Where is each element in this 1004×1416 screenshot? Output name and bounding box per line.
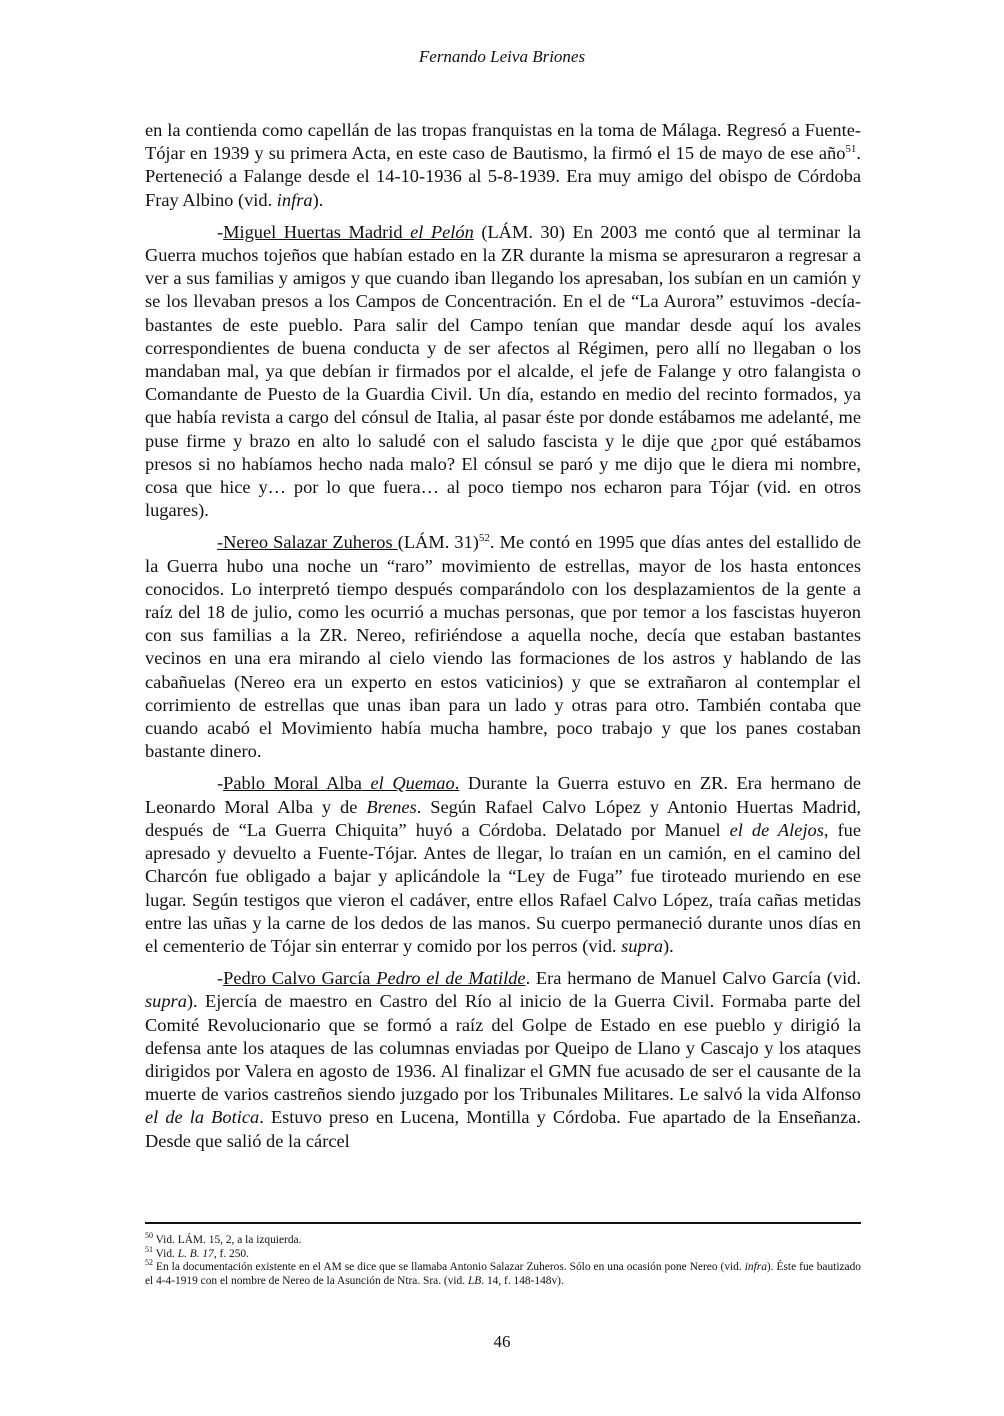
footnote-ref-52: 52 xyxy=(478,532,490,545)
person-nickname: el Quemao xyxy=(370,773,455,794)
paragraph-pablo-moral: -Pablo Moral Alba el Quemao. Durante la Guerra estuvo en ZR. Era hermano de Leonardo Moral Alba y de Brenes. Según Rafael Calvo López y Antonio Huertas Madrid, después de “La Guerra Chiquita” huyó a Córdoba. Delatado por Manuel el de Alejos, fue apresado y devuelto a Fuente-Tójar. Antes de llegar, lo traían en un camión, en el camino del Charcón fue obligado a bajar y aplicándole la “Ley de Fuga” fue tiroteado muriendo en ese lugar. Según testigos que vieron el cadáver, entre ellos Rafael Calvo López, traía cañas metidas entre las uñas y la carne de los dedos de las manos. Su cuerpo permaneció durante unos días en el cementerio de Tójar sin enterrar y comido por los perros (vid. supra). xyxy=(145,773,861,956)
page-number: 46 xyxy=(493,1332,511,1351)
person-name: Pedro Calvo García Pedro el de Matilde xyxy=(223,968,526,989)
paragraph-pedro-calvo: -Pedro Calvo García Pedro el de Matilde. Era hermano de Manuel Calvo García (vid. supra). Ejercía de maestro en Castro del Río al inicio de la Guerra Civil. Formaba parte del Comité Revolucionario que se formó a raíz del Golpe de Estado en ese pueblo y dirigió la defensa ante los ataques de las columnas enviadas por Queipo de Llano y Cascajo y los ataques dirigidos por Valera en agosto de 1936. Al finalizar el GMN fue acusado de ser el causante de la muerte de varios castreños siendo juzgado por los Tribunales Militares. Le salvó la vida Alfonso el de la Botica. Estuvo preso en Lucena, Montilla y Córdoba. Fue apartado de la Enseñanza. Desde que salió de la cárcel xyxy=(145,968,862,1151)
footnote-divider xyxy=(145,1222,861,1224)
footnote-52: $^{52}$ En la documentación existente en el AM se dice que se llamaba Antonio Salazar Zuheros. Sólo en una ocasión pone Nereo (vid. infra). Éste fue bautizado el 4-4-1919 con el nombre de Nereo de la Asunción de Ntra. Sra. (vid. LB. 14, f. 148-148v). xyxy=(145,1258,861,1287)
footnote-ref-51: 51 xyxy=(845,143,857,156)
running-header: Fernando Leiva Briones xyxy=(418,47,586,66)
paragraph-miguel-huertas: -Miguel Huertas Madrid el Pelón (LÁM. 30) En 2003 me contó que al terminar la Guerra muchos tojeños que habían estado en la ZR durante la misma se apresuraron a regresar a ver a sus familias y amigos y que cuando iban llegando los apresaban, los subían en un camión y se los llevaban presos a los Campos de Concentración. En el de “La Aurora” estuvimos -decía- bastantes de este pueblo. Para salir del Campo tenían que mandar desde aquí los avales correspondientes de buena conducta y de ser afectos al Régimen, pero allí no llegaban o los mandaban mal, ya que debían ir firmados por el alcalde, el jefe de Falange y otro falangista o Comandante de Puesto de la Guardia Civil. Un día, estando en medio del recinto formados, ya que había revista a cargo del cónsul de Italia, al pasar éste por donde estábamos me adelanté, me puse firme y brazo en alto lo saludé con el saludo fascista y le dije que ¿por qué estábamos presos si no habíamos hecho nada malo? El cónsul se paró y me dijo que le diera mi nombre, cosa que hice y… por lo que fuera… al poco tiempo nos echaron para Tójar (vid. en otros lugares). xyxy=(145,221,861,521)
paragraph-1: en la contienda como capellán de las tropas franquistas en la toma de Málaga. Regresó a Fuente-Tójar en 1939 y su primera Acta, en este caso de Bautismo, la firmó el 15 de mayo de ese año$^{51}$. Perteneció a Falange desde el 14-10-1936 al 5-8-1939. Era muy amigo del obispo de Córdoba Fray Albino (vid. infra). xyxy=(145,120,861,210)
person-name: Miguel Huertas Madrid el Pelón xyxy=(223,221,474,242)
person-nickname: el Pelón xyxy=(410,221,474,242)
footnote-50: $^{50}$ Vid. LÁM. 15, 2, a la izquierda. xyxy=(145,1231,302,1246)
footnote-51: $^{51}$ Vid. L. B. 17, f. 250. xyxy=(145,1244,249,1260)
person-name: -Nereo Salazar Zuheros xyxy=(217,532,398,553)
footnotes xyxy=(145,1231,861,1288)
main-text xyxy=(145,119,861,1162)
paragraph-nereo-salazar: -Nereo Salazar Zuheros (LÁM. 31)$^{52}$. Me contó en 1995 que días antes del estallido de la Guerra hubo una noche un “raro” movimiento de estrellas, mayor de los hasta entonces conocidos. Lo interpretó tiempo después comparándolo con los desplazamientos de la gente a raíz del 18 de julio, como les ocurrió a muchas personas, que por temor a los fascistas huyeron con sus familias a la ZR. Nereo, refiriéndose a aquella noche, decía que estaban bastantes vecinos en una era mirando al cielo viendo las formaciones de los astros y hablando de las cabañuelas (Nereo era un experto en estos vaticinios) y que se extrañaron al contemplar el corrimiento de estrellas que unas iban para un lado y otras para otro. También contaba que cuando acabó el Movimiento había mucha hambre, poco trabajo y que los panes costaban bastante dinero. xyxy=(145,532,862,762)
person-nickname: Pedro el de Matilde xyxy=(376,968,526,989)
person-name: Pablo Moral Alba el Quemao. xyxy=(223,773,460,794)
